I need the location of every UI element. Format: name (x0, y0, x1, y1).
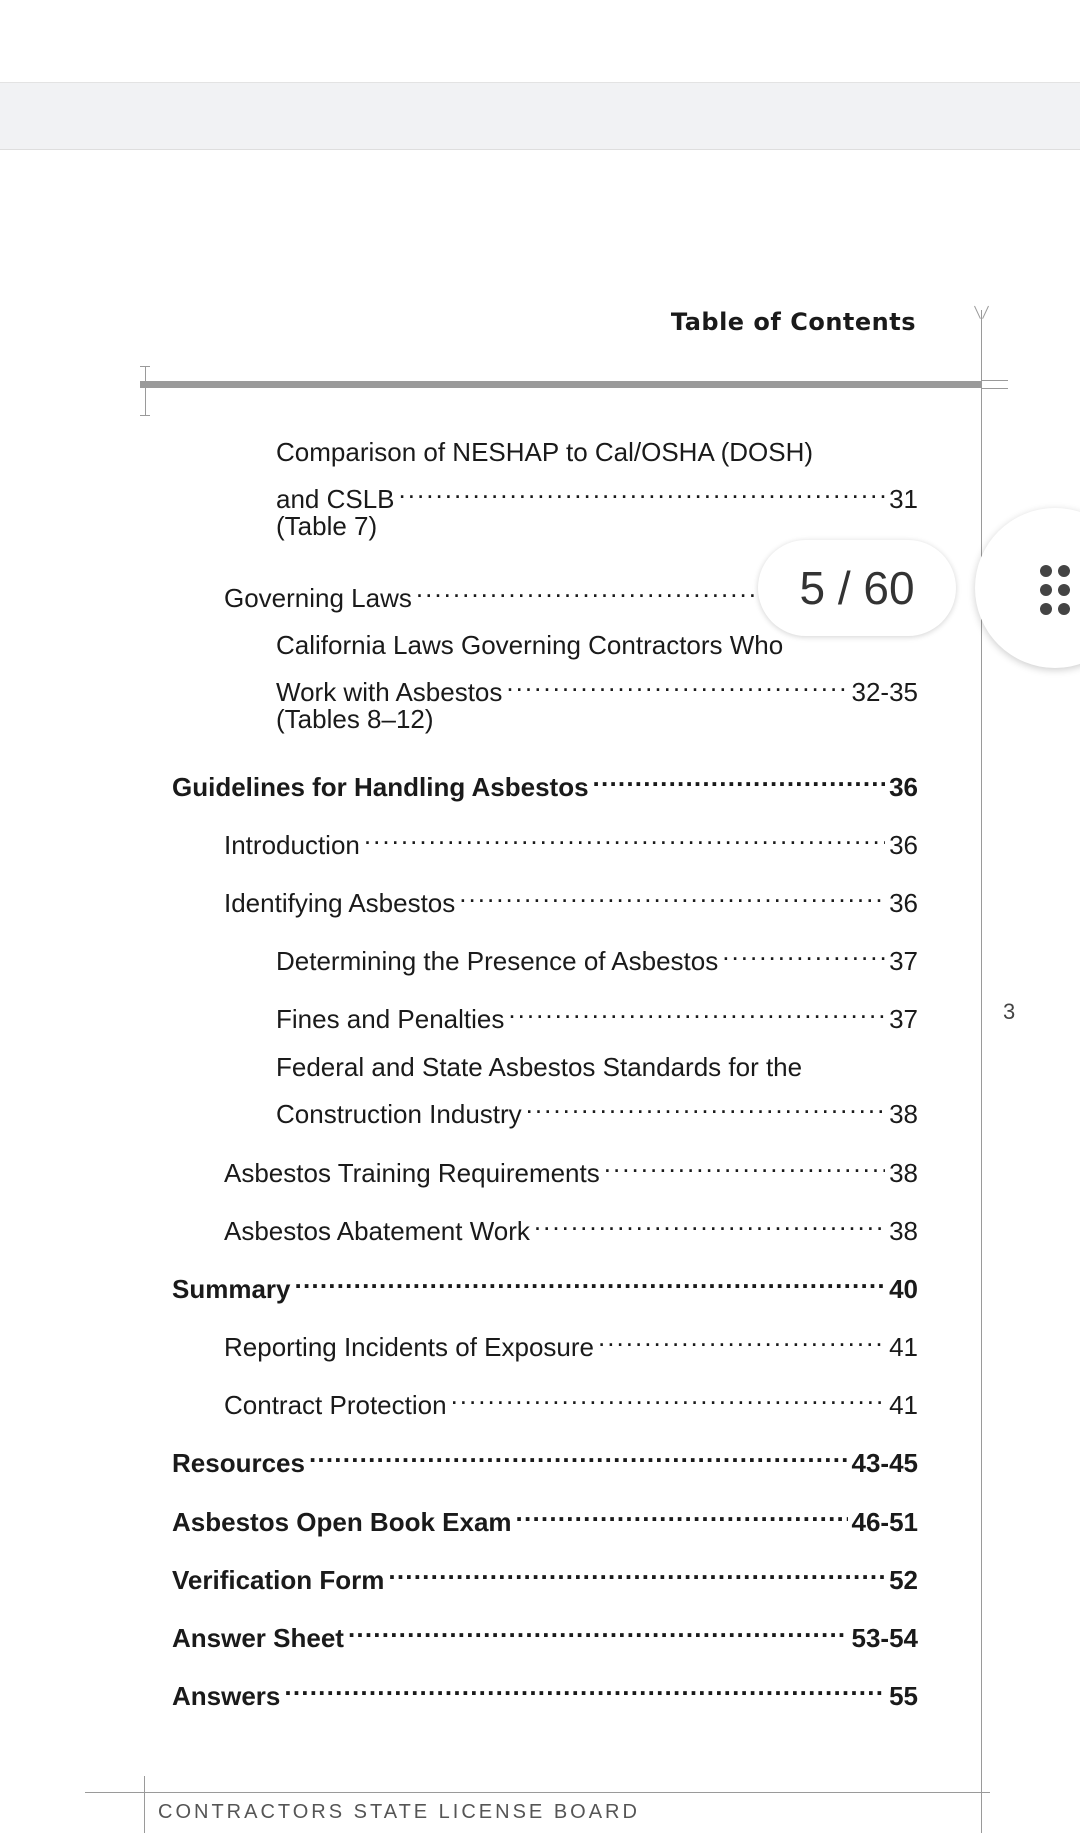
header-rule-mark (982, 388, 1008, 389)
toc-entry-page: 40 (889, 1274, 918, 1304)
dot-leader (593, 759, 886, 796)
toc-entry-page: 53-54 (851, 1623, 918, 1653)
toc-entry-label: Asbestos Training Requirements (224, 1158, 600, 1188)
dot-leader (534, 1203, 885, 1240)
toc-entry-text: Federal and State Asbestos Standards for the (276, 1052, 803, 1082)
toc-entry-page: 55 (889, 1681, 918, 1711)
toc-entry-label: Determining the Presence of Asbestos (276, 946, 719, 976)
toc-entry[interactable] (224, 875, 918, 922)
dot-leader (388, 1552, 885, 1589)
toc-entry-label: Contract Protection (224, 1390, 447, 1420)
dot-leader (526, 1086, 885, 1123)
toc-entry-label: Introduction (224, 830, 360, 860)
dot-leader (459, 875, 885, 912)
toc-entry-page: 38 (889, 1216, 918, 1246)
toc-entry-label: Answer Sheet (172, 1623, 344, 1653)
toc-entry[interactable] (172, 1435, 918, 1482)
toc-entry-page: 52 (889, 1565, 918, 1595)
toc-entry-label: Guidelines for Handling Asbestos (172, 772, 589, 802)
dot-leader (364, 817, 885, 854)
toc-entry[interactable] (172, 1610, 918, 1657)
dot-leader (348, 1610, 848, 1647)
crop-mark (140, 366, 150, 367)
toc-entry[interactable] (224, 1319, 918, 1366)
grid-dots-icon (1040, 565, 1080, 615)
toc-entry[interactable] (172, 759, 918, 806)
toc-entry-page: 38 (889, 1099, 918, 1129)
toc-entry-page: 37 (889, 1004, 918, 1034)
toc-entry-text: (Tables 8–12) (276, 704, 434, 734)
toc-entry-label: Answers (172, 1681, 281, 1711)
dot-leader (451, 1377, 886, 1414)
toc-entry[interactable] (224, 1203, 918, 1250)
dot-leader (506, 664, 847, 701)
footer-rule (85, 1792, 990, 1793)
viewer-page-gap (0, 83, 1080, 150)
toc-entry-page: 41 (889, 1332, 918, 1362)
crop-mark (140, 415, 150, 416)
toc-entry-label: Construction Industry (276, 1099, 522, 1129)
toc-entry[interactable] (172, 1261, 918, 1308)
toc-entry-label: Resources (172, 1448, 305, 1478)
toc-entry-label: Fines and Penalties (276, 1004, 505, 1034)
toc-entry[interactable] (172, 1668, 918, 1715)
toc-entry-label: Asbestos Open Book Exam (172, 1507, 512, 1537)
toc-entry-label: Identifying Asbestos (224, 888, 456, 918)
toc-entry-text: Comparison of NESHAP to Cal/OSHA (DOSH) (276, 437, 814, 467)
dot-leader (284, 1668, 885, 1705)
toc-entry-label: Asbestos Abatement Work (224, 1216, 530, 1246)
dot-leader (598, 1319, 885, 1356)
page-title: Table of Contents (670, 308, 916, 336)
toc-entry-page: 41 (889, 1390, 918, 1420)
crop-mark (144, 1776, 145, 1833)
toc-entry-text: California Laws Governing Contractors Who (276, 630, 784, 660)
dot-leader (604, 1145, 885, 1182)
header-rule-mark (982, 380, 1008, 381)
viewer-top-bar (0, 0, 1080, 83)
toc-entry[interactable] (172, 1494, 918, 1541)
dot-leader (722, 933, 885, 970)
toc-entry[interactable] (276, 933, 918, 980)
toc-entry-label: Summary (172, 1274, 291, 1304)
toc-entry-label: Reporting Incidents of Exposure (224, 1332, 594, 1362)
toc-entry-text: (Table 7) (276, 511, 378, 541)
toc-entry[interactable] (276, 991, 918, 1038)
toc-entry[interactable] (276, 1086, 918, 1133)
footer-text: CONTRACTORS STATE LICENSE BOARD (158, 1801, 640, 1823)
toc-entry-label: Verification Form (172, 1565, 385, 1595)
toc-entry-label: Governing Laws (224, 583, 412, 613)
dot-leader (516, 1494, 848, 1531)
dot-leader (295, 1261, 886, 1298)
toc-entry[interactable] (224, 817, 918, 864)
toc-entry-page: 36 (889, 830, 918, 860)
toc-entry-page: 31 (889, 484, 918, 514)
toc-entry-page: 36 (889, 772, 918, 802)
toc-entry[interactable] (172, 1552, 918, 1599)
dot-leader (508, 991, 885, 1028)
toc-entry-page: 43-45 (851, 1448, 918, 1478)
dot-leader (309, 1435, 848, 1472)
toc-entry-page: 32-35 (851, 677, 918, 707)
page-indicator[interactable]: 5 / 60 (758, 540, 956, 636)
toc-entry-label: and CSLB (276, 484, 395, 514)
page-number: 3 (1003, 999, 1016, 1024)
margin-line (981, 310, 982, 1833)
toc-entry[interactable] (224, 1377, 918, 1424)
toc-entry-page: 38 (889, 1158, 918, 1188)
header-rule (140, 381, 982, 388)
crop-mark (145, 366, 146, 416)
toc-entry-label: Work with Asbestos (276, 677, 503, 707)
toc-entry[interactable] (224, 1145, 918, 1192)
toc-entry-page: 46-51 (851, 1507, 918, 1537)
toc-entry-page: 36 (889, 888, 918, 918)
dot-leader (399, 471, 886, 508)
toc-entry-page: 37 (889, 946, 918, 976)
